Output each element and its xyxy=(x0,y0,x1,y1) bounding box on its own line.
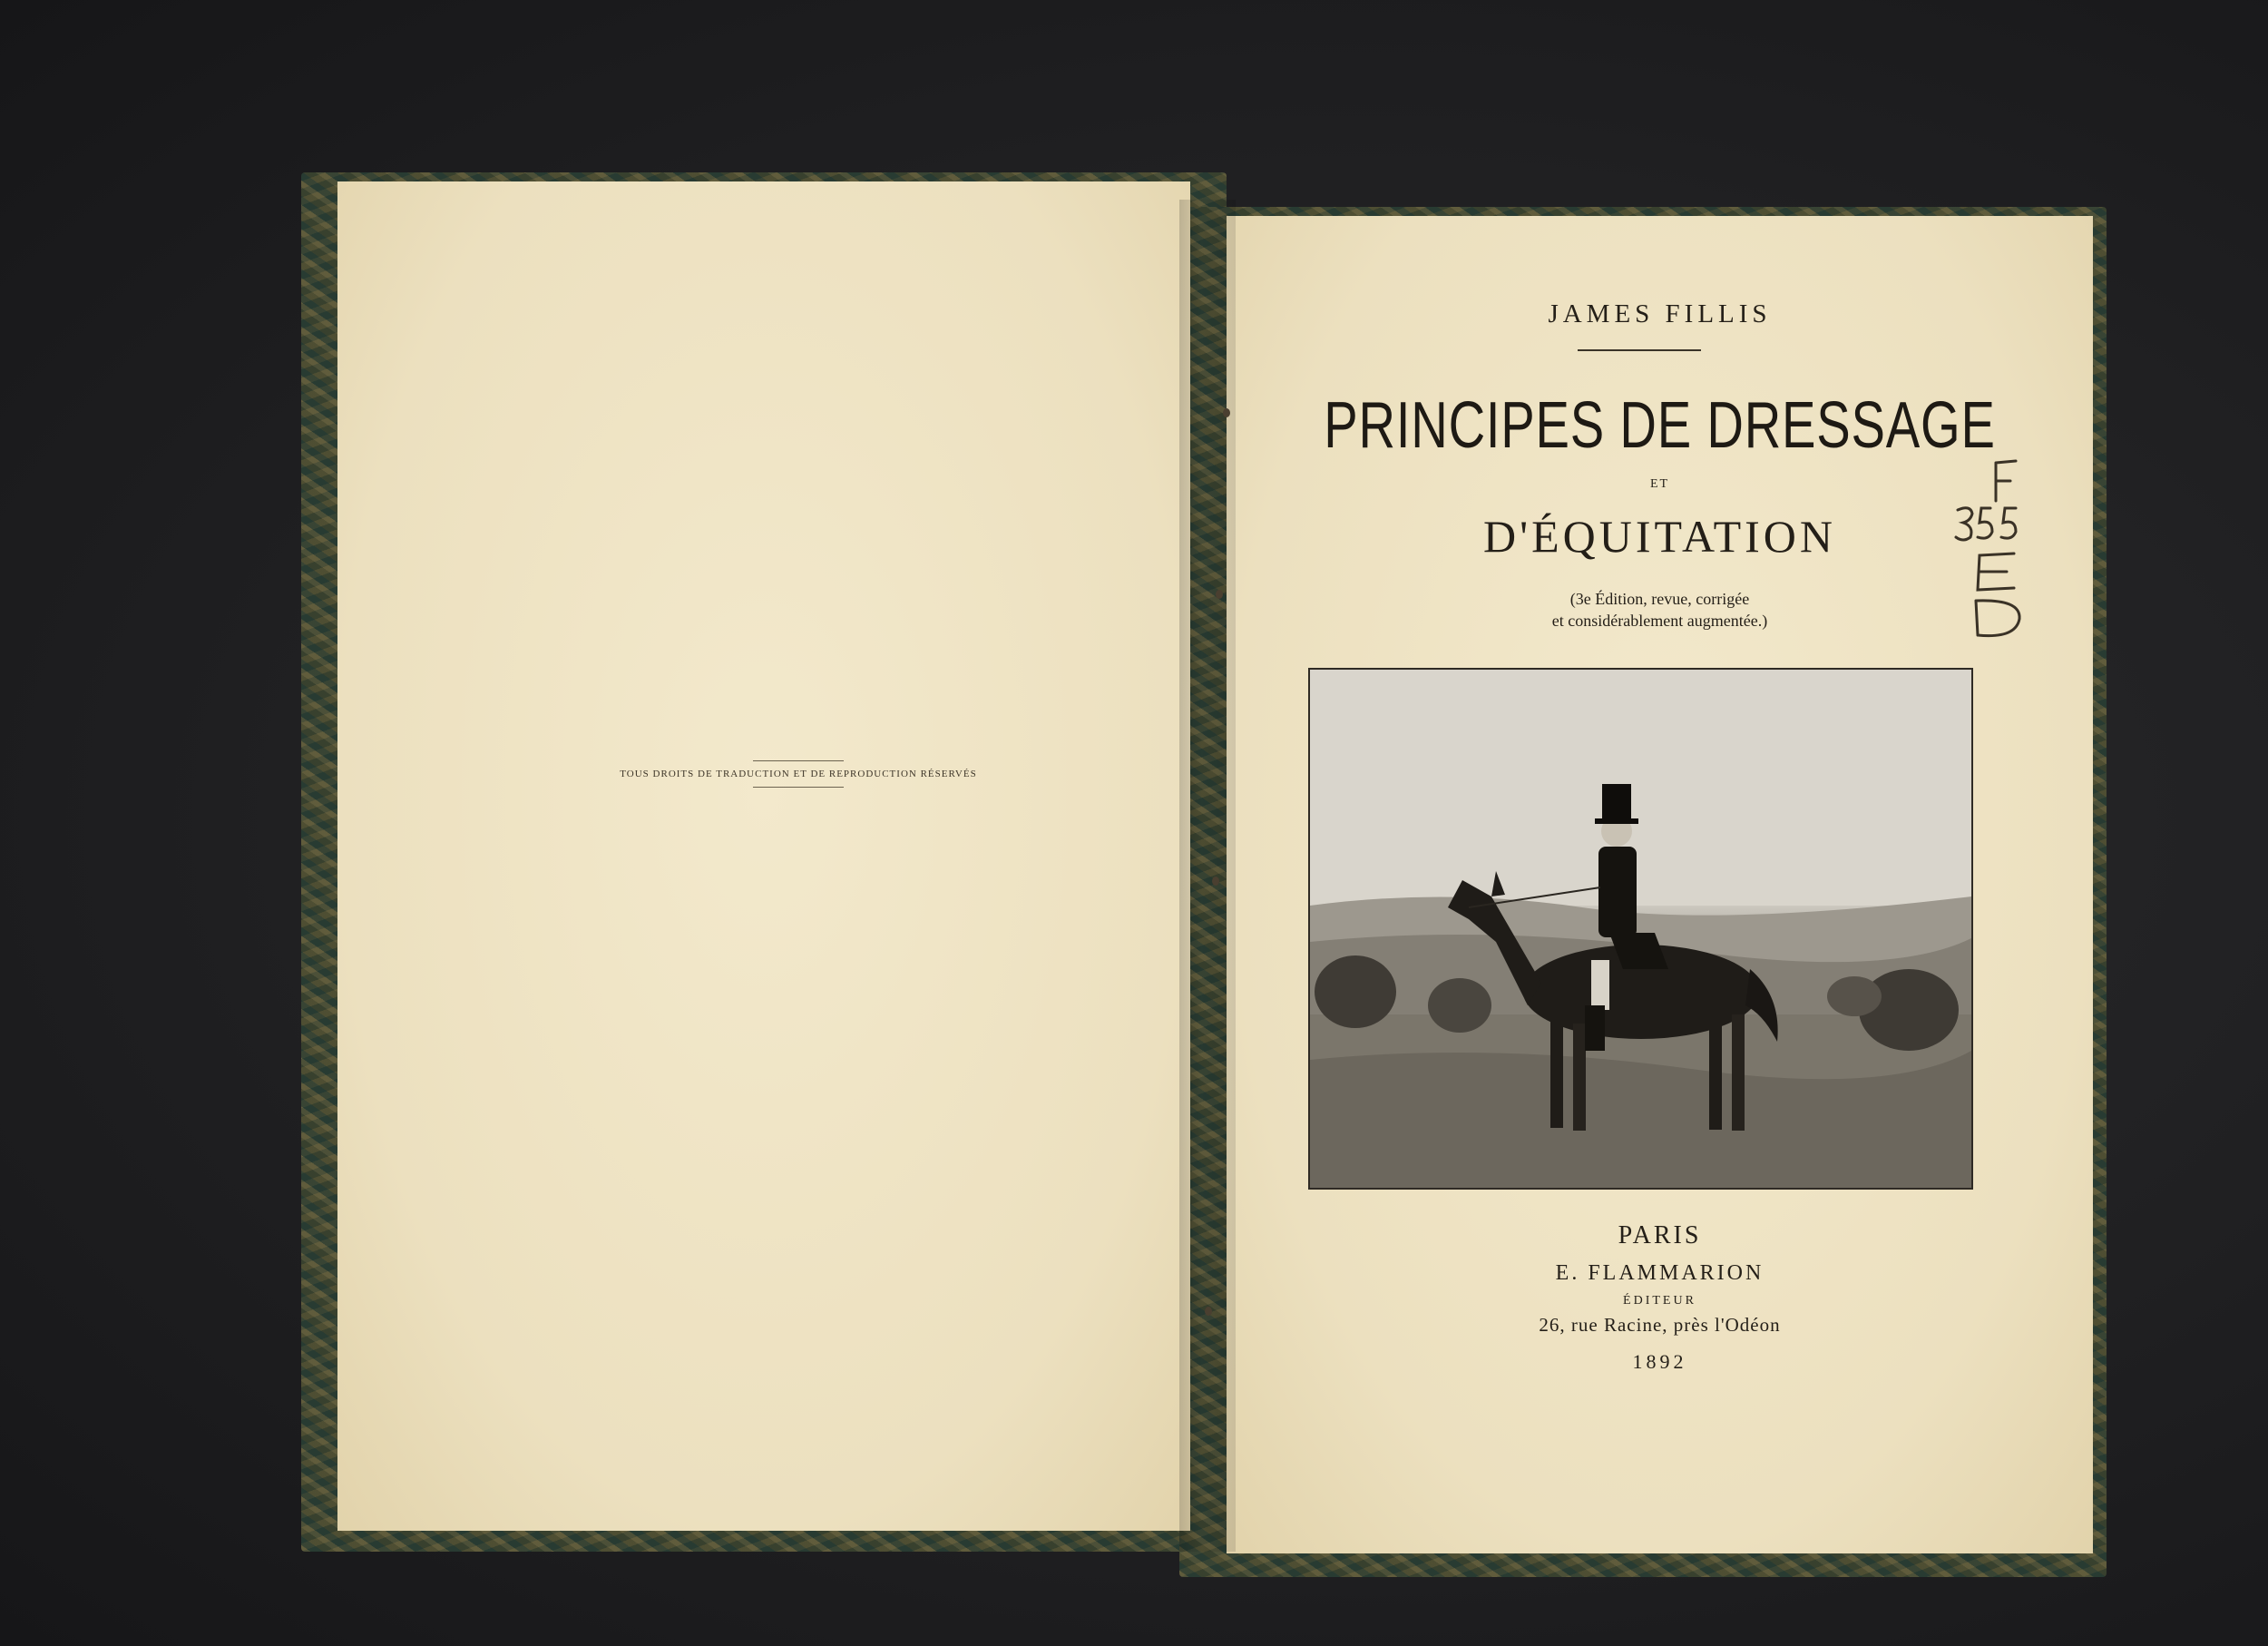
left-page xyxy=(337,181,1190,1531)
binding-stitch xyxy=(1212,877,1219,886)
imprint-city: PARIS xyxy=(1618,1221,1702,1249)
edition-line-1: (3e Édition, revue, corrigée xyxy=(1569,590,1750,608)
handwritten-shelfmark xyxy=(1950,454,2032,644)
imprint-year: 1892 xyxy=(1632,1350,1687,1373)
binding-stitch xyxy=(1223,408,1230,417)
author-name: JAMES FILLIS xyxy=(1548,299,1772,328)
rights-notice-block xyxy=(572,760,1025,788)
title-line-1: PRINCIPES DE DRESSAGE xyxy=(1324,389,1996,462)
imprint-publisher: E. FLAMMARION xyxy=(1555,1261,1765,1285)
title-line-2: D'ÉQUITATION xyxy=(1482,511,1837,562)
title-conjunction: ET xyxy=(1649,477,1670,491)
rule-bottom xyxy=(753,787,844,788)
book-gutter xyxy=(1179,200,1236,1552)
imprint-role: ÉDITEUR xyxy=(1623,1294,1696,1308)
edition-line-2: et considérablement augmentée.) xyxy=(1551,612,1768,630)
binding-stitch xyxy=(1216,590,1223,599)
author-rule xyxy=(1578,349,1701,351)
rule-top xyxy=(753,760,844,761)
binding-stitch xyxy=(1205,1307,1212,1316)
imprint-address: 26, rue Racine, près l'Odéon xyxy=(1539,1314,1781,1336)
rights-notice: TOUS DROITS DE TRADUCTION ET DE REPRODUCTION RÉSERVÉS xyxy=(620,769,977,779)
rider-on-horse-image xyxy=(1310,670,1971,1188)
frontispiece-photo xyxy=(1308,668,1973,1190)
